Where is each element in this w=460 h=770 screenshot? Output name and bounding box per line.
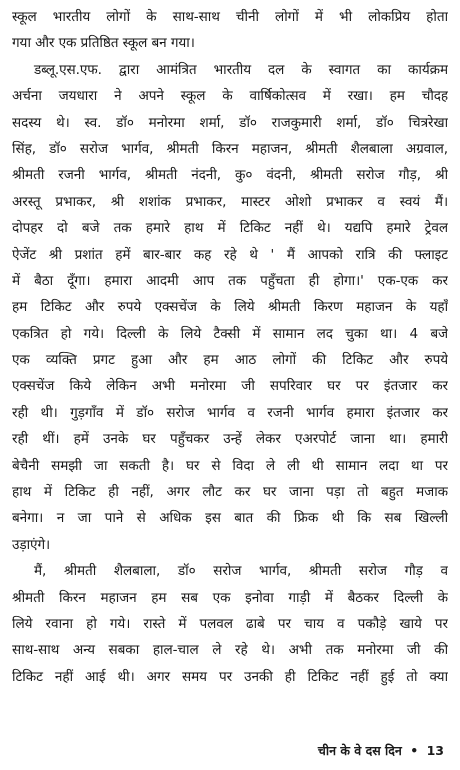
text-line: एक व्यक्ति प्रगट हुआ और हम आठ लोगों की टिकिट और रुपये [12, 352, 448, 369]
text-line: बनेगा। न जा पाने से अधिक इस बात की फ्रिक थी कि सब खिल्ली [12, 510, 448, 527]
text-line: स्कूल भारतीय लोगों के साथ-साथ चीनी लोगों में भी लोकप्रिय होता [12, 9, 448, 25]
text-line: हाथ में टिकिट ही नहीं, अगर लौट कर घर जाना पड़ा तो बहुत मजाक [12, 484, 448, 501]
footer-separator: • [410, 743, 419, 758]
text-line: रही थी। गुड़गाँव में डॉ० सरोज भार्गव व रजनी भार्गव हमारा इंतजार कर [12, 404, 448, 421]
text-line: अर्चना जयधारा ने अपने स्कूल के वार्षिकोत्सव में रखा। हम चौदह [12, 88, 448, 105]
text-line: अरस्तू प्रभाकर, श्री शशांक प्रभाकर, मास्टर ओशो प्रभाकर व स्वयं मैं। [12, 193, 448, 210]
text-line: डब्लू.एस.एफ. द्वारा आमंत्रित भारतीय दल के स्वागत का कार्यक्रम [34, 61, 448, 78]
text-line: ऐजेंट श्री प्रशांत हमें बार-बार कह रहे थे ' मैं आपको रात्रि की फ्लाइट [12, 246, 448, 263]
text-line: हम टिकिट और रुपये एक्सचेंज के लिये श्रीमती किरण महाजन के यहाँ [12, 299, 448, 316]
running-title: चीन के वे दस दिन [317, 743, 402, 758]
text-line: श्रीमती रजनी भार्गव, श्रीमती नंदनी, कु० वंदनी, श्रीमती सरोज गौड़, श्री [12, 167, 448, 184]
text-line: में बैठा दूँगा। हमारा आदमी आप तक पहुँचता ही होगा।' एक-एक कर [12, 272, 448, 289]
paragraph-2 [12, 57, 448, 558]
page-number: 13 [426, 743, 444, 758]
text-line: मैं, श्रीमती शैलबाला, डॉ० सरोज भार्गव, श्रीमती सरोज गौड़ व [34, 563, 448, 580]
text-line: टिकिट नहीं आई थी। अगर समय पर उनकी ही टिकिट नहीं हुई तो क्या [12, 668, 448, 685]
text-line: दोपहर दो बजे तक हमारे हाथ में टिकिट नहीं थे। यद्यपि हमारे ट्रेवल [12, 220, 448, 237]
text-line: गया और एक प्रतिष्ठित स्कूल बन गया। [12, 35, 195, 52]
text-line: रही थीं। हमें उनके घर पहुँचकर उन्हें लेकर एअरपोर्ट जाना था। हमारी [12, 431, 448, 448]
text-line: एक्सचेंज किये लेकिन अभी मनोरमा जी सपरिवार घर पर इंतजार कर [12, 378, 448, 395]
paragraph-3 [12, 558, 448, 690]
text-line: साथ-साथ अन्य सबका हाल-चाल ले रहे थे। अभी तक मनोरमा जी की [12, 642, 448, 659]
text-line: एकत्रित हो गये। दिल्ली के लिये टैक्सी में सामान लद चुका था। 4 बजे [12, 325, 448, 342]
text-line: बेचैनी समझी जा सकती है। घर से विदा ले ली थी सामान लदा था पर [12, 457, 448, 474]
text-line: श्रीमती किरन महाजन हम सब एक इनोवा गाड़ी में बैठकर दिल्ली के [12, 589, 448, 606]
text-line: उड़ाएंगे। [12, 536, 51, 553]
page-body [12, 4, 448, 734]
text-line: सदस्य थे। स्व. डॉ० मनोरमा शर्मा, डॉ० राजकुमारी शर्मा, डॉ० चित्ररेखा [12, 114, 448, 131]
page-footer [318, 742, 444, 759]
text-line: लिये रवाना हो गये। रास्ते में पलवल ढाबे पर चाय व पकौड़े खाये पर [12, 615, 448, 632]
paragraph-1 [12, 4, 448, 57]
text-line: सिंह, डॉ० सरोज भार्गव, श्रीमती किरन महाजन, श्रीमती शैलबाला अग्रवाल, [12, 140, 448, 157]
